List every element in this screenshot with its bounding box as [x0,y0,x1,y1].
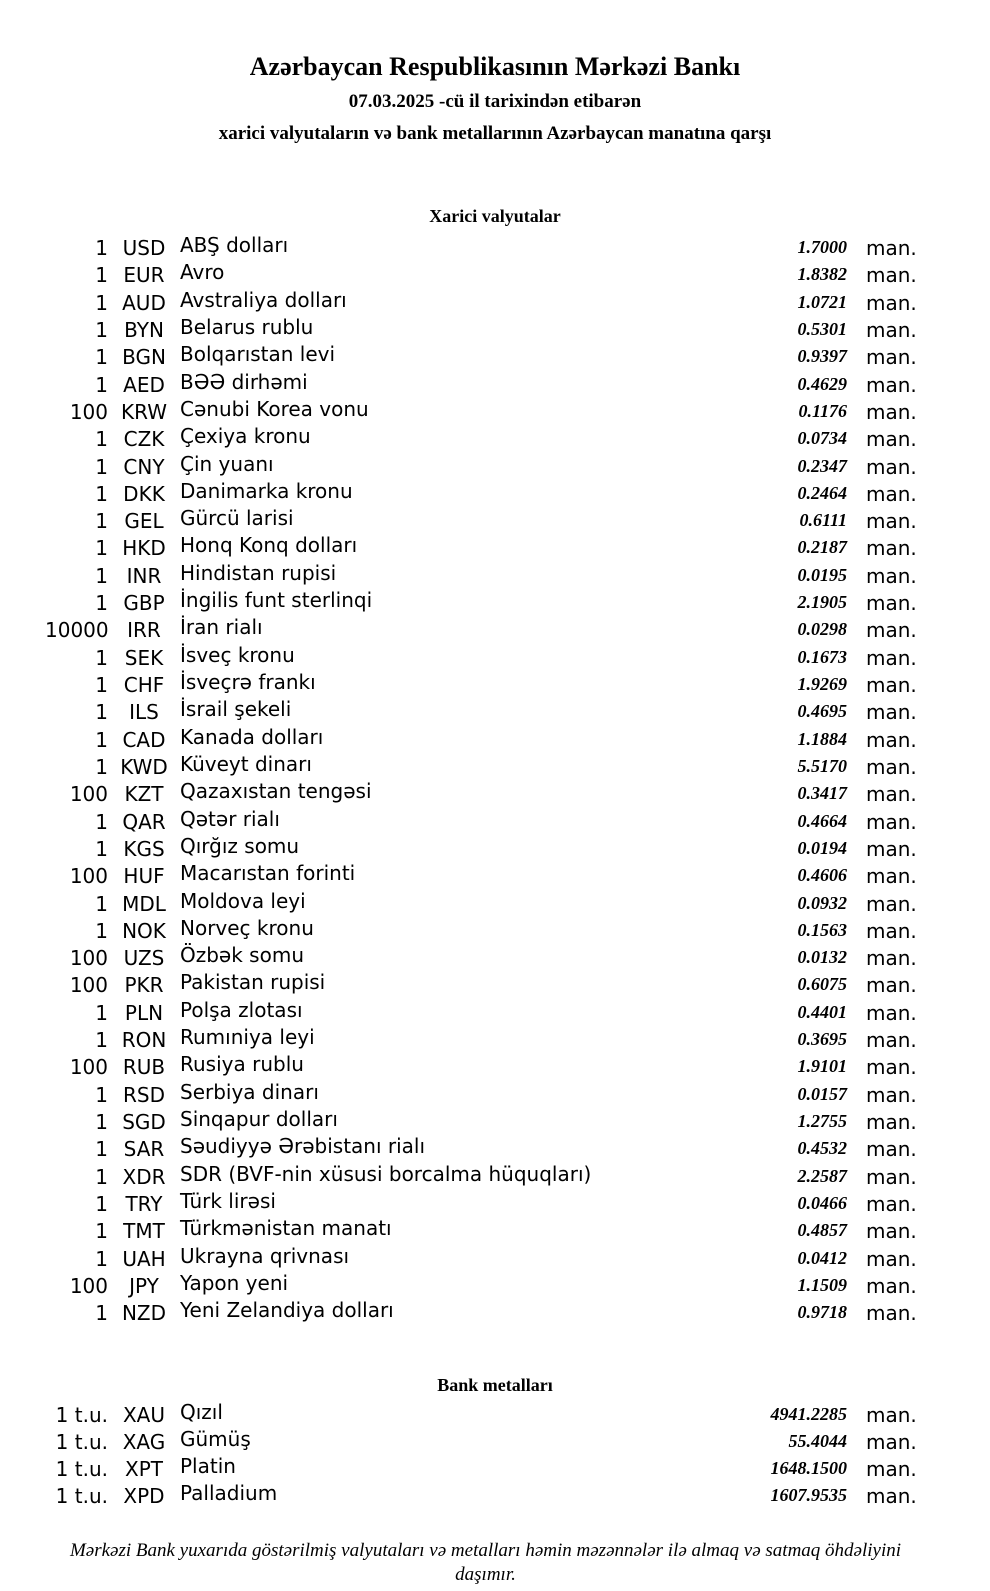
rate-value: 0.4664 [797,810,847,831]
currency-code: UZS [123,946,165,971]
unit-label: man. [866,236,917,260]
currency-code: CHF [123,673,165,697]
currency-name: İsveçrə frankı [180,670,316,694]
currency-code: JPY [129,1273,159,1298]
unit-label: man. [866,618,917,643]
unit-label: man. [866,1301,917,1326]
currency-code: PKR [124,973,164,998]
rate-row [45,1161,926,1191]
unit-label: man. [866,673,917,697]
quantity: 1 [95,645,108,670]
rate-value: 0.4857 [797,1220,847,1241]
currency-code: USD [122,236,166,260]
currency-name: Cənubi Korea vonu [180,396,369,421]
currency-name: Səudiyyə Ərəbistanı rialı [180,1134,426,1159]
rate-value: 1.9269 [797,674,847,694]
quantity: 1 [95,563,108,588]
currency-code: GEL [124,509,164,534]
rate-value: 0.0466 [797,1192,847,1213]
currency-code: HUF [123,864,165,889]
quantity: 100 [69,864,108,889]
unit-label: man. [866,946,917,971]
quantity: 1 [95,1028,108,1053]
currency-name: Pakistan rupisi [180,970,326,995]
currency-name: İsrail şekeli [180,697,292,722]
currency-name: Özbək somu [180,943,304,968]
unit-label: man. [866,1082,917,1107]
currency-code: GBP [123,591,165,616]
rate-value: 1.2755 [797,1111,847,1131]
unit-label: man. [866,1110,917,1134]
rate-value: 0.0157 [797,1083,847,1104]
rate-value: 0.4606 [797,865,847,886]
unit-label: man. [866,290,917,315]
section-title-metals: Bank metalları [437,1374,553,1395]
currency-name: Gümüş [180,1426,251,1451]
rate-value: 0.1673 [797,646,847,667]
currency-code: KRW [121,399,167,424]
header [0,52,990,145]
currency-name: Sinqapur dolları [180,1107,338,1131]
quantity: 1 t.u. [55,1457,108,1482]
rate-value: 0.2347 [797,455,847,476]
currency-name: Türk lirəsi [180,1188,276,1213]
quantity: 1 [95,754,108,779]
quantity: 1 [95,317,108,342]
currency-name: Qazaxıstan tengəsi [180,779,372,804]
currency-name: Danimarka kronu [180,478,353,503]
rate-row [45,617,926,644]
rate-row [45,672,926,699]
rate-row [45,1399,926,1429]
rate-row [45,699,926,726]
rate-value: 0.0298 [797,619,847,640]
unit-label: man. [866,727,917,752]
currency-code: NOK [122,918,166,943]
rate-value: 1.9101 [797,1056,847,1077]
rate-row [45,1027,926,1054]
rate-value: 1607.9535 [770,1485,847,1506]
unit-label: man. [866,973,917,998]
rate-value: 4941.2285 [770,1403,847,1424]
rate-value: 0.3417 [797,783,847,804]
rate-row [45,1188,926,1218]
currency-code: SEK [124,645,164,670]
unit-label: man. [866,454,917,479]
unit-label: man. [866,864,917,889]
currency-code: KZT [124,782,164,807]
currency-name: Bolqarıstan levi [180,342,336,367]
rate-value: 0.3695 [797,1029,847,1050]
currency-code: SGD [122,1110,166,1134]
rate-row [45,560,926,590]
quantity: 1 [95,536,108,561]
currency-name: Küveyt dinarı [180,751,312,776]
rate-value: 0.1563 [797,919,847,940]
quantity: 1 [95,372,108,397]
rate-value: 0.2464 [797,482,847,503]
currency-code: RUB [122,1055,166,1080]
quantity: 1 [95,236,108,260]
rate-row [45,751,926,781]
rate-row [45,590,926,617]
quantity: 1 [95,591,108,616]
quantity: 1 [95,1219,108,1244]
currency-code: RSD [123,1082,165,1107]
rate-value: 55.4044 [788,1430,847,1451]
quantity: 100 [69,946,108,971]
currency-code: CNY [123,454,165,479]
quantity: 1 t.u. [55,1484,108,1509]
currency-name: Norveç kronu [180,915,314,940]
rate-row [45,915,926,945]
rate-value: 0.1176 [798,400,847,421]
unit-label: man. [866,1028,917,1053]
unit-label: man. [866,891,917,916]
rate-row [45,1270,926,1300]
currency-name: Serbiya dinarı [180,1079,319,1104]
currency-name: Çexiya kronu [180,424,311,449]
rate-value: 0.9397 [797,346,847,367]
quantity: 1 [95,1110,108,1134]
metal-table [45,1399,926,1511]
quantity: 1 [95,673,108,697]
unit-label: man. [866,700,917,725]
quantity: 1 [95,290,108,315]
quantity: 1 [95,809,108,834]
quantity: 1 t.u. [55,1402,108,1427]
currency-name: Honq Konq dolları [180,533,358,558]
rate-row [45,1136,926,1163]
currency-code: KGS [123,836,165,861]
unit-label: man. [866,645,917,670]
rate-value: 0.0412 [797,1247,847,1268]
quantity: 1 [95,509,108,534]
quantity: 1 [95,891,108,916]
quantity: 1 [95,918,108,943]
rate-value: 0.0132 [797,947,847,968]
currency-name: Gürcü larisi [180,506,294,531]
currency-code: NZD [121,1301,167,1326]
currency-code: MDL [122,891,166,916]
rate-row [45,863,926,890]
footer-note: Mərkəzi Bank yuxarıda göstərilmiş valyutaları və metalları həmin məzənnələr ilə almaq və satmaq öhdəliyini daşımır. [69,1539,902,1585]
quantity: 1 [95,836,108,861]
rate-value: 0.0932 [797,892,847,913]
rate-value: 0.6111 [799,510,847,531]
currency-code: PLN [124,1000,164,1025]
rate-row [45,451,926,481]
currency-rows [45,235,926,1328]
quantity: 1 [95,1301,108,1326]
rate-value: 1.1509 [797,1274,847,1295]
currency-code: RON [121,1028,167,1053]
rate-value: 1648.1500 [770,1458,847,1479]
rate-row [45,344,926,371]
rate-row [45,478,926,508]
unit-label: man. [866,591,917,616]
rate-row [45,262,926,289]
rate-row [45,945,926,972]
quantity: 100 [69,782,108,807]
unit-label: man. [866,1246,917,1271]
rate-value: 0.4532 [797,1138,847,1159]
currency-name: Rusiya rublu [180,1052,304,1077]
quantity: 1 [95,1137,108,1162]
section-title-currencies: Xarici valyutalar [429,206,561,226]
unit-label: man. [866,1429,917,1454]
quantity: 1 [95,427,108,452]
rate-row [45,1426,926,1456]
rate-value: 0.4401 [797,1001,847,1022]
rate-row [45,508,926,535]
unit-label: man. [866,1219,917,1244]
currency-name: Ukrayna qrivnası [180,1243,350,1268]
rate-row [45,806,926,836]
unit-label: man. [866,754,917,779]
quantity: 1 [95,700,108,725]
currency-name: ABŞ dolları [180,233,289,257]
unit-label: man. [866,509,917,534]
rate-row [45,1243,926,1273]
metal-rows [45,1399,926,1511]
quantity: 1 [95,263,108,288]
quantity: 1 t.u. [55,1429,108,1454]
currency-name: Belarus rublu [180,314,314,339]
currency-name: Çin yuanı [180,451,274,476]
quantity: 100 [69,1055,108,1080]
rate-value: 0.0194 [797,837,847,858]
unit-label: man. [866,1164,917,1189]
currency-name: Rumıniya leyi [180,1025,315,1050]
unit-label: man. [866,1484,917,1509]
rate-value: 0.5301 [797,318,847,339]
rate-row [45,287,926,317]
currency-table [45,235,926,1328]
currency-code: IRR [127,618,161,643]
currency-code: QAR [122,809,166,834]
document-title: Azərbaycan Respublikasının Mərkəzi Bankı [249,52,741,81]
rate-value: 1.1884 [797,728,847,749]
currency-code: ILS [129,700,159,725]
quantity: 100 [69,973,108,998]
rate-row [45,369,926,399]
rate-row [45,888,926,918]
currency-code: UAH [122,1246,166,1271]
rate-row [45,642,926,672]
rate-row [45,972,926,999]
unit-label: man. [866,836,917,861]
rate-row [45,724,926,754]
quantity: 1 [95,1000,108,1025]
currency-code: XPD [123,1484,165,1509]
rate-row [45,781,926,808]
document-subtitle: xarici valyutaların və bank metallarının Azərbaycan manatına qarşı [218,123,772,144]
unit-label: man. [866,372,917,397]
rate-value: 1.0721 [797,291,847,312]
currency-name: Yeni Zelandiya dolları [180,1298,394,1323]
unit-label: man. [866,1273,917,1298]
unit-label: man. [866,263,917,288]
unit-label: man. [866,1457,917,1482]
unit-label: man. [866,563,917,588]
quantity: 1 [95,727,108,752]
rate-row [45,997,926,1027]
currency-code: KWD [120,754,168,779]
currency-code: XAU [122,1402,166,1427]
currency-code: CZK [123,427,165,452]
rate-value: 0.6075 [797,974,847,995]
currency-code: DKK [123,481,165,506]
currency-name: Qırğız somu [180,833,300,858]
rate-value: 0.0734 [797,428,847,449]
rate-row [45,833,926,863]
currency-code: INR [126,563,162,588]
currency-code: XDR [122,1164,166,1189]
currency-name: Polşa zlotası [180,997,303,1022]
currency-code: AUD [122,290,166,315]
currency-name: Qızıl [180,1399,223,1424]
currency-name: Moldova leyi [180,888,306,913]
unit-label: man. [866,782,917,807]
unit-label: man. [866,918,917,943]
rate-value: 0.0195 [797,564,847,585]
currency-name: Platin [180,1454,236,1479]
unit-label: man. [866,1191,917,1216]
rate-row [45,396,926,426]
quantity: 1 [95,1082,108,1107]
quantity: 100 [69,399,108,424]
currency-code: AED [123,372,165,397]
rate-row [45,1054,926,1081]
unit-label: man. [866,427,917,452]
rate-value: 0.4629 [797,373,847,394]
currency-name: Qətər rialı [180,806,280,831]
rate-row [45,235,926,262]
unit-label: man. [866,399,917,424]
currency-name: Macarıstan forinti [180,861,356,886]
rate-value: 0.2187 [797,537,847,558]
quantity: 10000 [45,618,109,643]
rate-value: 5.5170 [797,755,847,776]
rate-row [45,1218,926,1245]
currency-code: HKD [122,536,166,561]
currency-name: BƏƏ dirhəmi [180,369,308,394]
unit-label: man. [866,1137,917,1162]
currency-code: TMT [123,1219,165,1244]
rate-row [45,1483,926,1510]
quantity: 1 [95,1246,108,1271]
unit-label: man. [866,481,917,506]
quantity: 1 [95,481,108,506]
quantity: 1 [95,454,108,479]
currency-code: CAD [122,727,166,752]
quantity: 100 [69,1273,108,1298]
currency-name: İran rialı [180,615,263,640]
rate-value: 1.8382 [797,264,847,285]
rate-value: 2.1905 [797,592,847,613]
currency-code: BGN [122,345,166,370]
quantity: 1 [95,1191,108,1216]
unit-label: man. [866,536,917,561]
currency-name: İsveç kronu [180,642,295,667]
currency-code: SAR [123,1137,165,1162]
currency-name: Kanada dolları [180,724,324,749]
quantity: 1 [95,1164,108,1189]
rate-row [45,1109,926,1136]
rate-value: 2.2587 [797,1165,847,1186]
currency-name: Hindistan rupisi [180,560,337,585]
currency-code: TRY [125,1191,163,1216]
rate-row [45,426,926,453]
unit-label: man. [866,1402,917,1427]
effective-date: 07.03.2025 -cü il tarixindən etibarən [348,91,642,112]
unit-label: man. [866,1000,917,1025]
unit-label: man. [866,1055,917,1080]
rate-row [45,1300,926,1327]
currency-name: Yapon yeni [180,1270,289,1295]
currency-name: Avro [180,260,225,285]
quantity: 1 [95,345,108,370]
unit-label: man. [866,317,917,342]
rate-value: 0.9718 [797,1302,847,1323]
currency-name: İngilis funt sterlinqi [180,588,373,613]
currency-code: BYN [124,317,164,342]
unit-label: man. [866,345,917,370]
currency-name: Avstraliya dolları [180,287,347,312]
currency-code: XPT [125,1457,163,1482]
rate-row [45,1456,926,1483]
currency-name: SDR (BVF-nin xüsusi borcalma hüquqları) [180,1161,592,1186]
currency-name: Palladium [180,1481,278,1506]
rate-row [45,1079,926,1109]
rate-value: 0.4695 [797,701,847,722]
rate-row [45,535,926,562]
currency-code: XAG [122,1429,166,1454]
rate-value: 1.7000 [797,237,847,257]
unit-label: man. [866,809,917,834]
currency-code: EUR [123,263,165,288]
rate-row [45,314,926,344]
currency-name: Türkmənistan manatı [180,1216,392,1241]
